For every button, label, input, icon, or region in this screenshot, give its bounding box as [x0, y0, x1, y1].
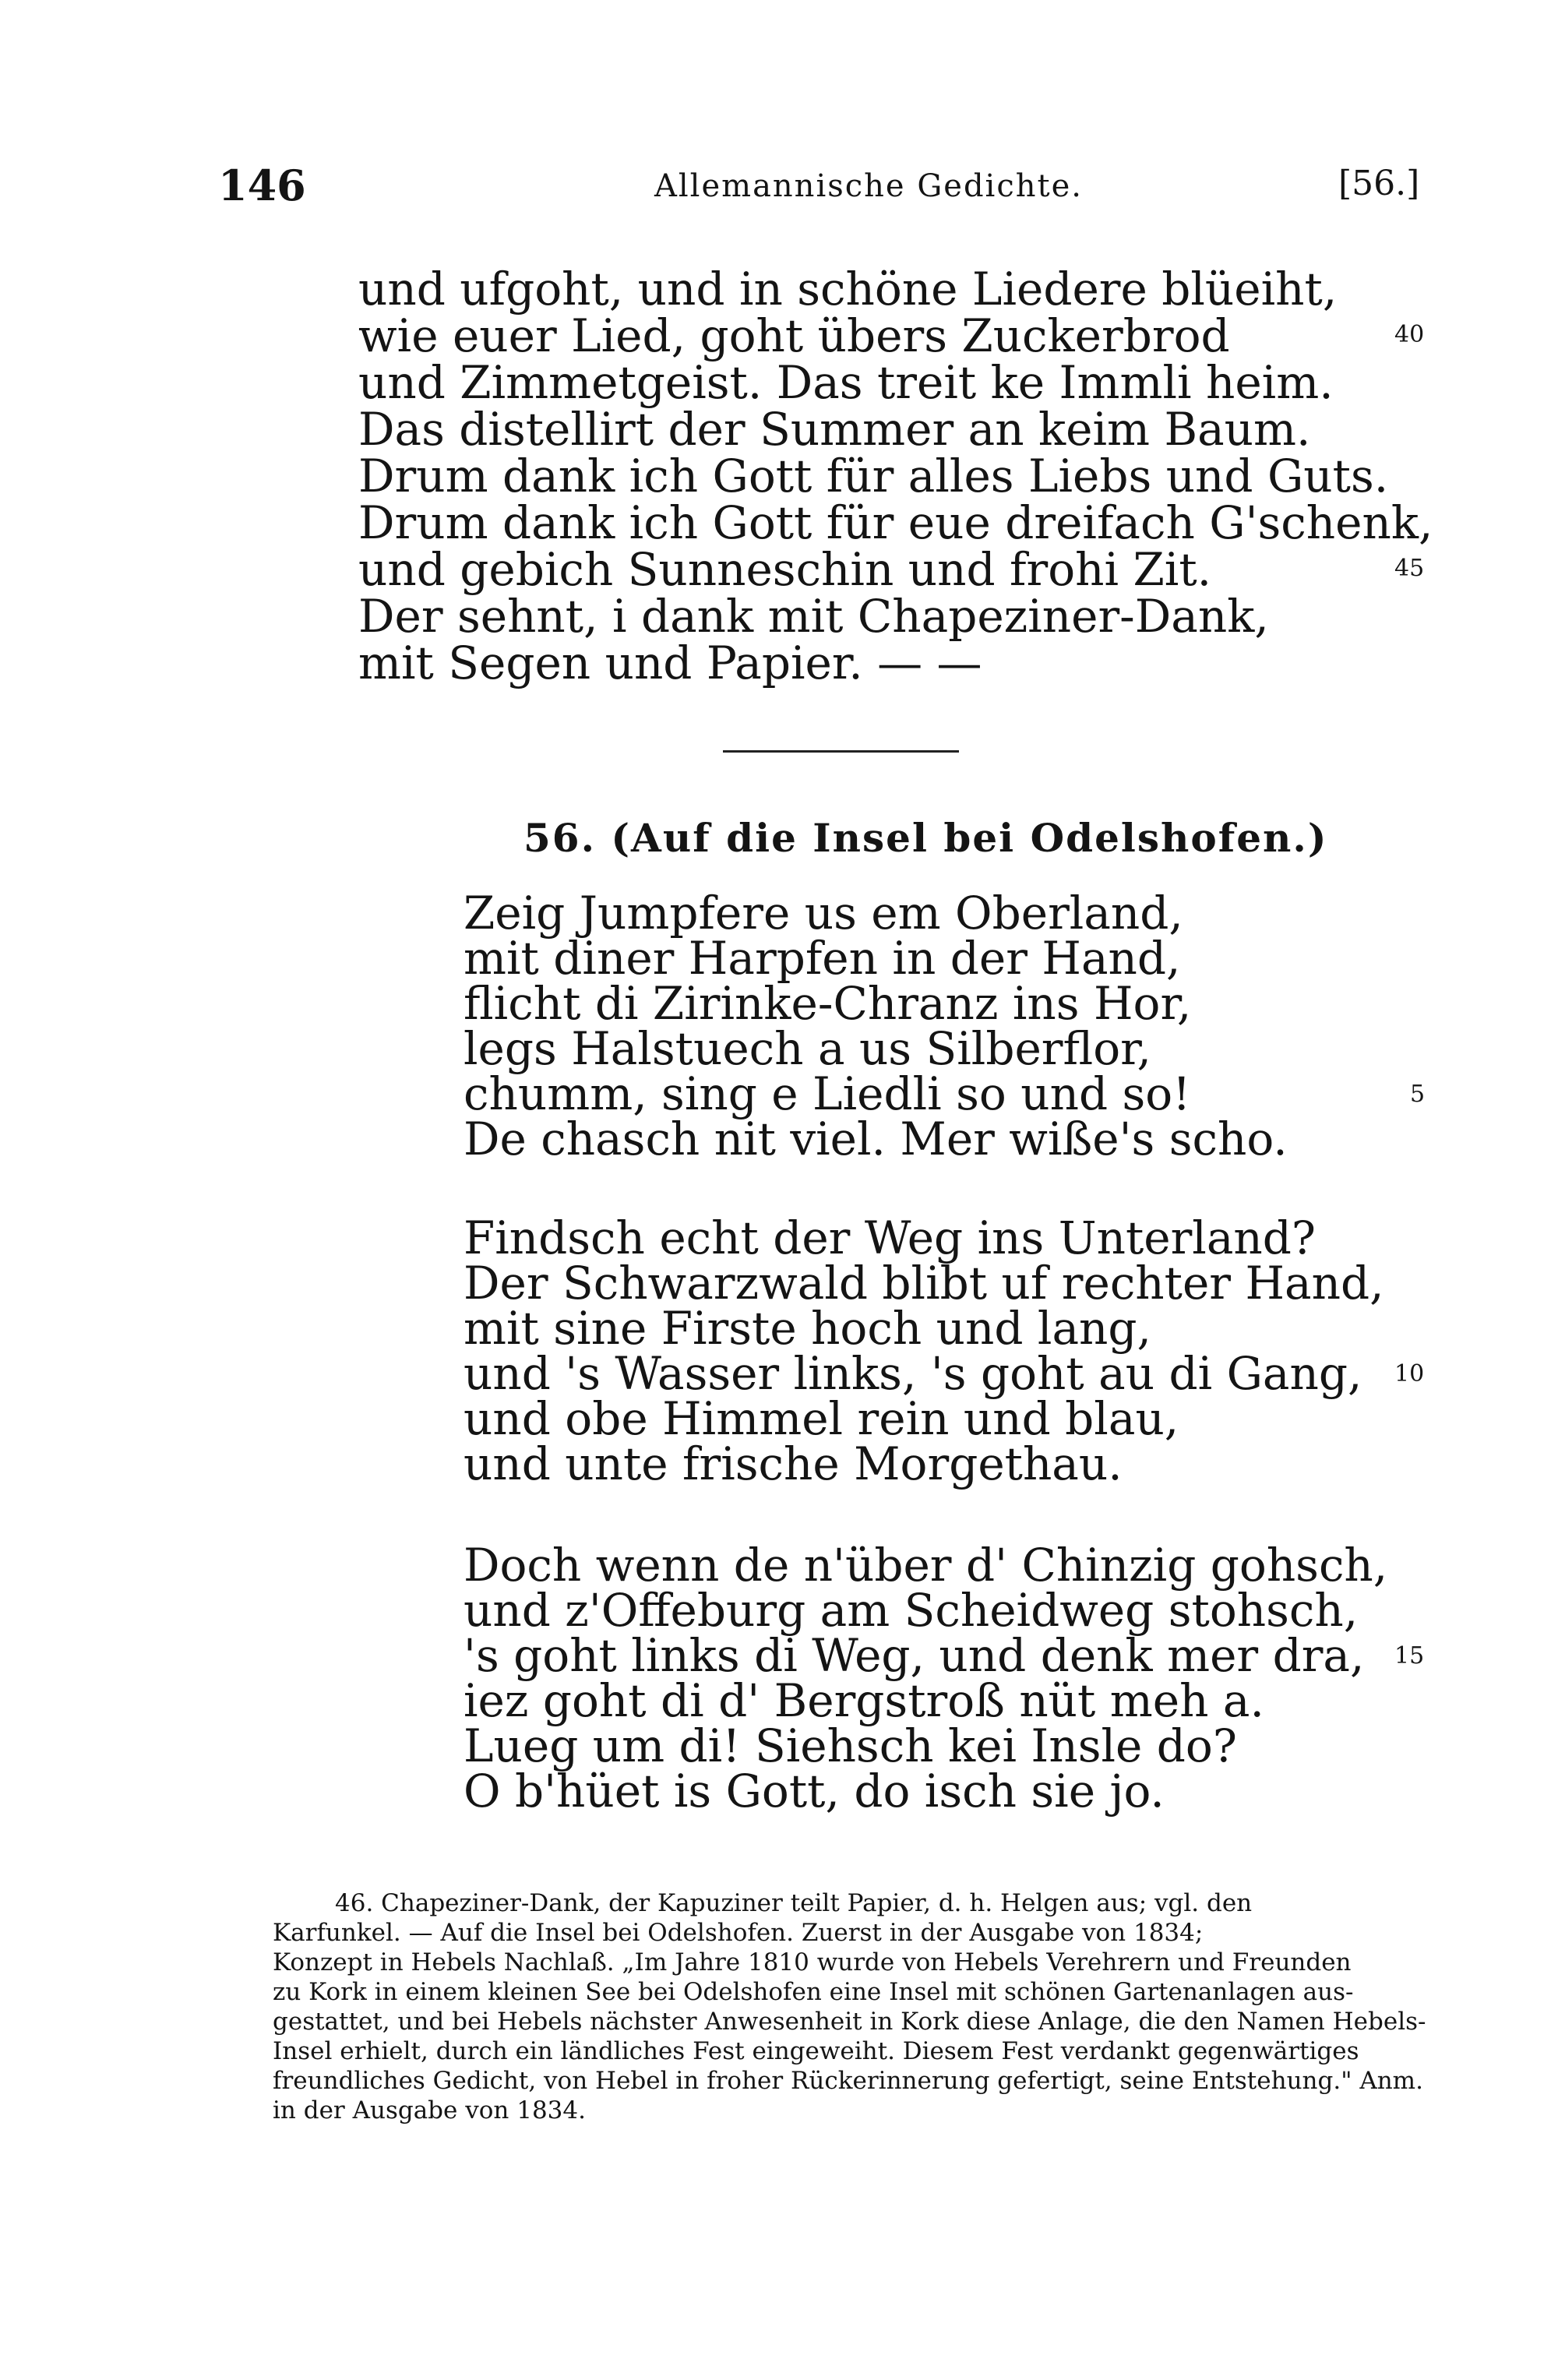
line-number: 40 [1394, 321, 1425, 348]
poem-line: legs Halstuech a us Silberflor, [464, 1022, 1151, 1075]
line-number: 10 [1394, 1360, 1425, 1387]
poem-title: 56. (Auf die Insel bei Odelshofen.) [523, 815, 1328, 861]
footnote-line: Konzept in Hebels Nachlaß. „Im Jahre 1810 wurde von Hebels Verehrern und Freunden [273, 1948, 1352, 1976]
page-number: 146 [218, 160, 306, 210]
line-number: 45 [1394, 555, 1425, 582]
poem-line: flicht di Zirinke-Chranz ins Hor, [464, 977, 1192, 1030]
line-number: 15 [1394, 1642, 1425, 1670]
poem-line: Der sehnt, i dank mit Chapeziner-Dank, [358, 590, 1269, 643]
footnote-line: Karfunkel. — Auf die Insel bei Odelshofen. Zuerst in der Ausgabe von 1834; [273, 1919, 1204, 1947]
poem-line: O b'hüet is Gott, do isch sie jo. [464, 1765, 1165, 1818]
poem-line: mit sine Firste hoch und lang, [464, 1302, 1151, 1355]
poem-line: mit Segen und Papier. — — [358, 636, 982, 689]
footnote-line: freundliches Gedicht, von Hebel in froher Rückerinnerung gefertigt, seine Entstehung." Anm. [273, 2067, 1423, 2095]
poem-line: und z'Offeburg am Scheidweg stohsch, [464, 1584, 1359, 1637]
poem-line: und unte frische Morgethau. [464, 1437, 1123, 1490]
poem-line: und obe Himmel rein und blau, [464, 1392, 1179, 1445]
poem-line: wie euer Lied, goht übers Zuckerbrod [358, 309, 1230, 362]
poem-line: Doch wenn de n'über d' Chinzig gohsch, [464, 1539, 1388, 1592]
running-title: Allemannische Gedichte. [654, 168, 1083, 204]
poem-line: und gebich Sunneschin und frohi Zit. [358, 543, 1212, 596]
section-divider [723, 750, 959, 753]
line-number: 5 [1410, 1081, 1426, 1108]
poem-line: 's goht links di Weg, und denk mer dra, [464, 1629, 1365, 1682]
poem-line: Findsch echt der Weg ins Unterland? [464, 1211, 1317, 1264]
footnote-line: Insel erhielt, durch ein ländliches Fest eingeweiht. Diesem Fest verdankt gegenwärtiges [273, 2037, 1359, 2065]
poem-line: chumm, sing e Liedli so und so! [464, 1067, 1191, 1120]
footnote-line: gestattet, und bei Hebels nächster Anwesenheit in Kork diese Anlage, die den Namen Hebels- [273, 2008, 1426, 2036]
poem-line: Drum dank ich Gott für eue dreifach G'schenk, [358, 496, 1433, 549]
footnote-line: 46. Chapeziner-Dank, der Kapuziner teilt Papier, d. h. Helgen aus; vgl. den [335, 1889, 1253, 1917]
section-reference: [56.] [1338, 164, 1420, 203]
poem-line: Drum dank ich Gott für alles Liebs und Guts. [358, 450, 1389, 502]
poem-line: und Zimmetgeist. Das treit ke Immli heim. [358, 356, 1334, 409]
poem-line: und ufgoht, und in schöne Liedere blüeiht, [358, 263, 1338, 316]
footnote-line: in der Ausgabe von 1834. [273, 2096, 586, 2124]
poem-line: mit diner Harpfen in der Hand, [464, 932, 1181, 985]
poem-line: Das distellirt der Summer an keim Baum. [358, 403, 1311, 456]
poem-line: De chasch nit viel. Mer wiße's scho. [464, 1112, 1288, 1165]
poem-line: Der Schwarzwald blibt uf rechter Hand, [464, 1257, 1384, 1310]
poem-line: iez goht di d' Bergstroß nüt meh a. [464, 1674, 1264, 1727]
poem-line: Lueg um di! Siehsch kei Insle do? [464, 1719, 1237, 1772]
footnote-line: zu Kork in einem kleinen See bei Odelshofen eine Insel mit schönen Gartenanlagen aus- [273, 1978, 1354, 2006]
poem-line: Zeig Jumpfere us em Oberland, [464, 887, 1183, 940]
poem-line: und 's Wasser links, 's goht au di Gang, [464, 1347, 1362, 1400]
